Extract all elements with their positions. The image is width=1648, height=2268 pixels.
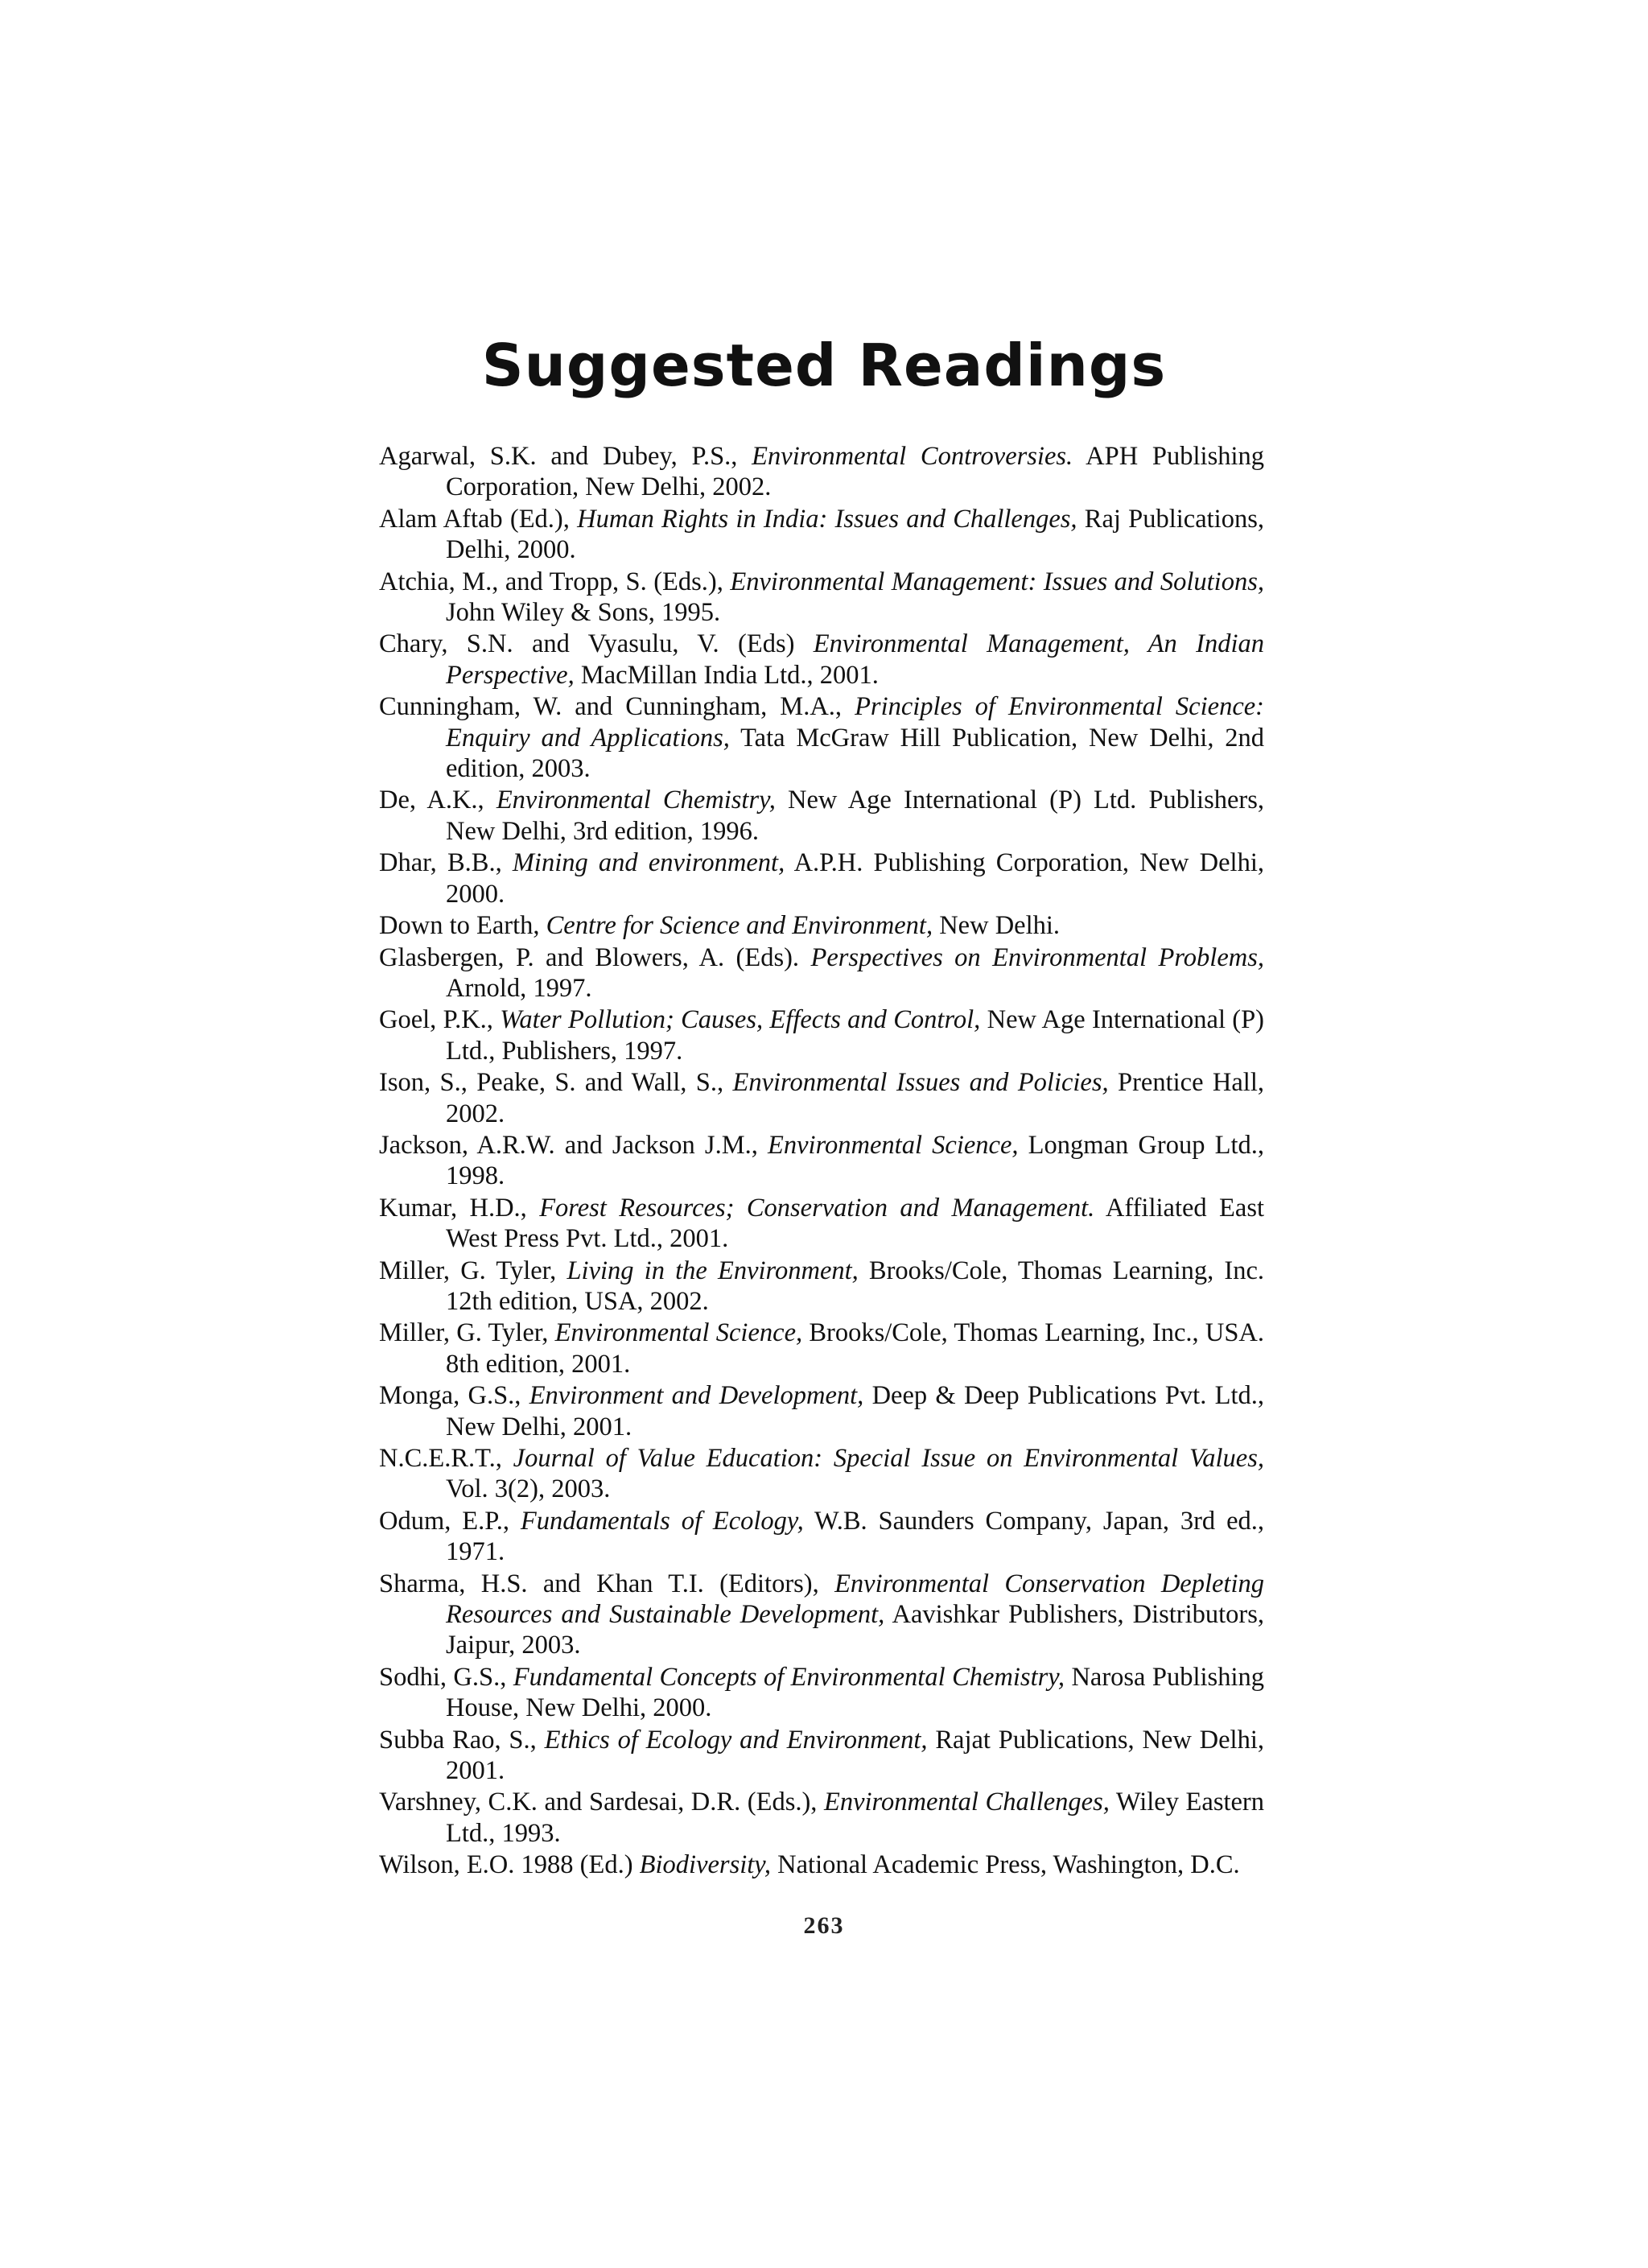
reference-publisher: MacMillan India Ltd., 2001. [574, 660, 879, 690]
reference-publisher: Affiliated East West Press Pvt. Ltd., 2001. [446, 1193, 1264, 1254]
reference-title: Environmental Science, [768, 1130, 1019, 1160]
reference-title: Journal of Value Education: Special Issue on Environmental Values, [513, 1444, 1264, 1473]
reference-title: Environmental Science, [554, 1318, 803, 1348]
reference-publisher: Brooks/Cole, Thomas Learning, Inc. 12th edition, USA, 2002. [446, 1256, 1264, 1316]
reference-authors: Chary, S.N. and Vyasulu, V. (Eds) [379, 629, 814, 659]
reference-authors: Miller, G. Tyler, [379, 1256, 567, 1285]
reference-entry [379, 1130, 1264, 1192]
reference-entry [379, 504, 1264, 566]
reference-title: Environmental Controversies. [752, 442, 1073, 471]
reference-publisher: John Wiley & Sons, 1995. [446, 598, 721, 628]
reference-entry [379, 629, 1264, 691]
reference-title: Environmental Management: Issues and Solutions, [730, 567, 1264, 596]
reference-title: Biodiversity, [639, 1850, 772, 1880]
page-number: 263 [803, 1912, 845, 1939]
reference-title: Mining and environment, [512, 848, 785, 878]
page-title: Suggested Readings [481, 332, 1167, 399]
reference-title: Fundamental Concepts of Environmental Chemistry, [513, 1662, 1065, 1692]
reference-title: Living in the Environment, [566, 1256, 859, 1285]
reference-entry [379, 1662, 1264, 1724]
reference-authors: Kumar, H.D., [379, 1193, 540, 1223]
reference-title: Environmental Management, An Indian Perspective, [446, 629, 1264, 690]
reference-entry [379, 441, 1264, 503]
reference-authors: De, A.K., [379, 786, 496, 815]
reference-title: Perspectives on Environmental Problems, [810, 942, 1264, 972]
reference-publisher: APH Publishing Corporation, New Delhi, 2002. [446, 442, 1264, 502]
reference-entry [379, 1004, 1264, 1066]
reference-title: Centre for Science and Environment, [546, 911, 933, 941]
reference-publisher: New Age International (P) Ltd. Publishers, New Delhi, 3rd edition, 1996. [446, 786, 1264, 846]
reference-authors: Glasbergen, P. and Blowers, A. (Eds). [379, 942, 811, 972]
reference-publisher: A.P.H. Publishing Corporation, New Delhi, 2000. [446, 848, 1264, 909]
reference-title: Water Pollution; Causes, Effects and Control, [500, 1005, 981, 1035]
reference-entry [379, 1443, 1264, 1505]
reference-title: Environment and Development, [529, 1381, 864, 1411]
reference-entry [379, 1506, 1264, 1568]
reference-authors: Atchia, M., and Tropp, S. (Eds.), [379, 567, 731, 596]
reference-publisher: National Academic Press, Washington, D.C. [771, 1850, 1240, 1880]
reference-publisher: Deep & Deep Publications Pvt. Ltd., New Delhi, 2001. [446, 1381, 1264, 1441]
reference-entry [379, 942, 1264, 1004]
reference-publisher: New Age International (P) Ltd., Publishers, 1997. [446, 1005, 1265, 1066]
reference-title: Human Rights in India: Issues and Challenges, [577, 504, 1077, 534]
reference-authors: Miller, G. Tyler, [379, 1318, 555, 1348]
reference-authors: Cunningham, W. and Cunningham, M.A., [379, 692, 855, 722]
reference-publisher: Prentice Hall, 2002. [446, 1068, 1264, 1128]
reference-authors: Sodhi, G.S., [379, 1662, 513, 1692]
reference-entry [379, 847, 1264, 909]
reference-authors: Wilson, E.O. 1988 (Ed.) [379, 1850, 640, 1880]
reference-entry [379, 567, 1264, 629]
reference-entry [379, 691, 1264, 784]
reference-authors: Agarwal, S.K. and Dubey, P.S., [379, 442, 752, 471]
reference-authors: Jackson, A.R.W. and Jackson J.M., [379, 1130, 768, 1160]
reference-entry [379, 1193, 1264, 1255]
reference-publisher: Rajat Publications, New Delhi, 2001. [446, 1725, 1264, 1786]
reference-publisher: Longman Group Ltd., 1998. [446, 1130, 1265, 1191]
reference-title: Environmental Challenges, [823, 1788, 1110, 1817]
reference-authors: Ison, S., Peake, S. and Wall, S., [379, 1068, 733, 1098]
reference-publisher: Narosa Publishing House, New Delhi, 2000. [446, 1662, 1264, 1723]
reference-entry [379, 1256, 1264, 1318]
reference-title: Environmental Issues and Policies, [732, 1068, 1109, 1098]
reference-entry [379, 910, 1264, 941]
reference-authors: Down to Earth, [379, 911, 546, 941]
reference-entry [379, 1380, 1264, 1442]
reference-title: Principles of Environmental Science: Enquiry and Applications, [446, 692, 1264, 753]
reference-publisher: Raj Publications, Delhi, 2000. [446, 504, 1264, 565]
reference-publisher: Arnold, 1997. [446, 973, 592, 1003]
reference-title: Forest Resources; Conservation and Management. [539, 1193, 1095, 1223]
reference-authors: Dhar, B.B., [379, 848, 513, 878]
reference-title: Ethics of Ecology and Environment, [544, 1725, 928, 1755]
reference-authors: N.C.E.R.T., [379, 1444, 513, 1473]
reference-entry [379, 1725, 1264, 1787]
reference-publisher: Brooks/Cole, Thomas Learning, Inc., USA. 8th edition, 2001. [446, 1318, 1264, 1379]
reference-entry [379, 785, 1264, 847]
reference-publisher: New Delhi. [933, 911, 1061, 941]
reference-publisher: W.B. Saunders Company, Japan, 3rd ed., 1971. [446, 1506, 1264, 1567]
reference-entry [379, 1569, 1264, 1661]
reference-entry [379, 1849, 1264, 1880]
reference-authors: Goel, P.K., [379, 1005, 501, 1035]
reference-title: Fundamentals of Ecology, [520, 1506, 804, 1536]
reference-publisher: Vol. 3(2), 2003. [446, 1474, 611, 1504]
reference-publisher: Aavishkar Publishers, Distributors, Jaipur, 2003. [446, 1600, 1264, 1660]
reference-authors: Sharma, H.S. and Khan T.I. (Editors), [379, 1569, 835, 1598]
reference-publisher: Tata McGraw Hill Publication, New Delhi, 2nd edition, 2003. [446, 723, 1264, 784]
reference-entry [379, 1787, 1264, 1849]
reference-entry [379, 1067, 1264, 1129]
reference-title: Environmental Conservation Depleting Resources and Sustainable Development, [446, 1569, 1264, 1630]
reference-authors: Odum, E.P., [379, 1506, 521, 1536]
reference-entry [379, 1318, 1264, 1379]
reference-authors: Subba Rao, S., [379, 1725, 545, 1755]
reference-authors: Varshney, C.K. and Sardesai, D.R. (Eds.), [379, 1788, 824, 1817]
reference-authors: Alam Aftab (Ed.), [379, 504, 578, 534]
reference-publisher: Wiley Eastern Ltd., 1993. [446, 1788, 1264, 1848]
reference-authors: Monga, G.S., [379, 1381, 529, 1411]
reference-title: Environmental Chemistry, [496, 786, 776, 815]
reference-list [379, 441, 1264, 1882]
